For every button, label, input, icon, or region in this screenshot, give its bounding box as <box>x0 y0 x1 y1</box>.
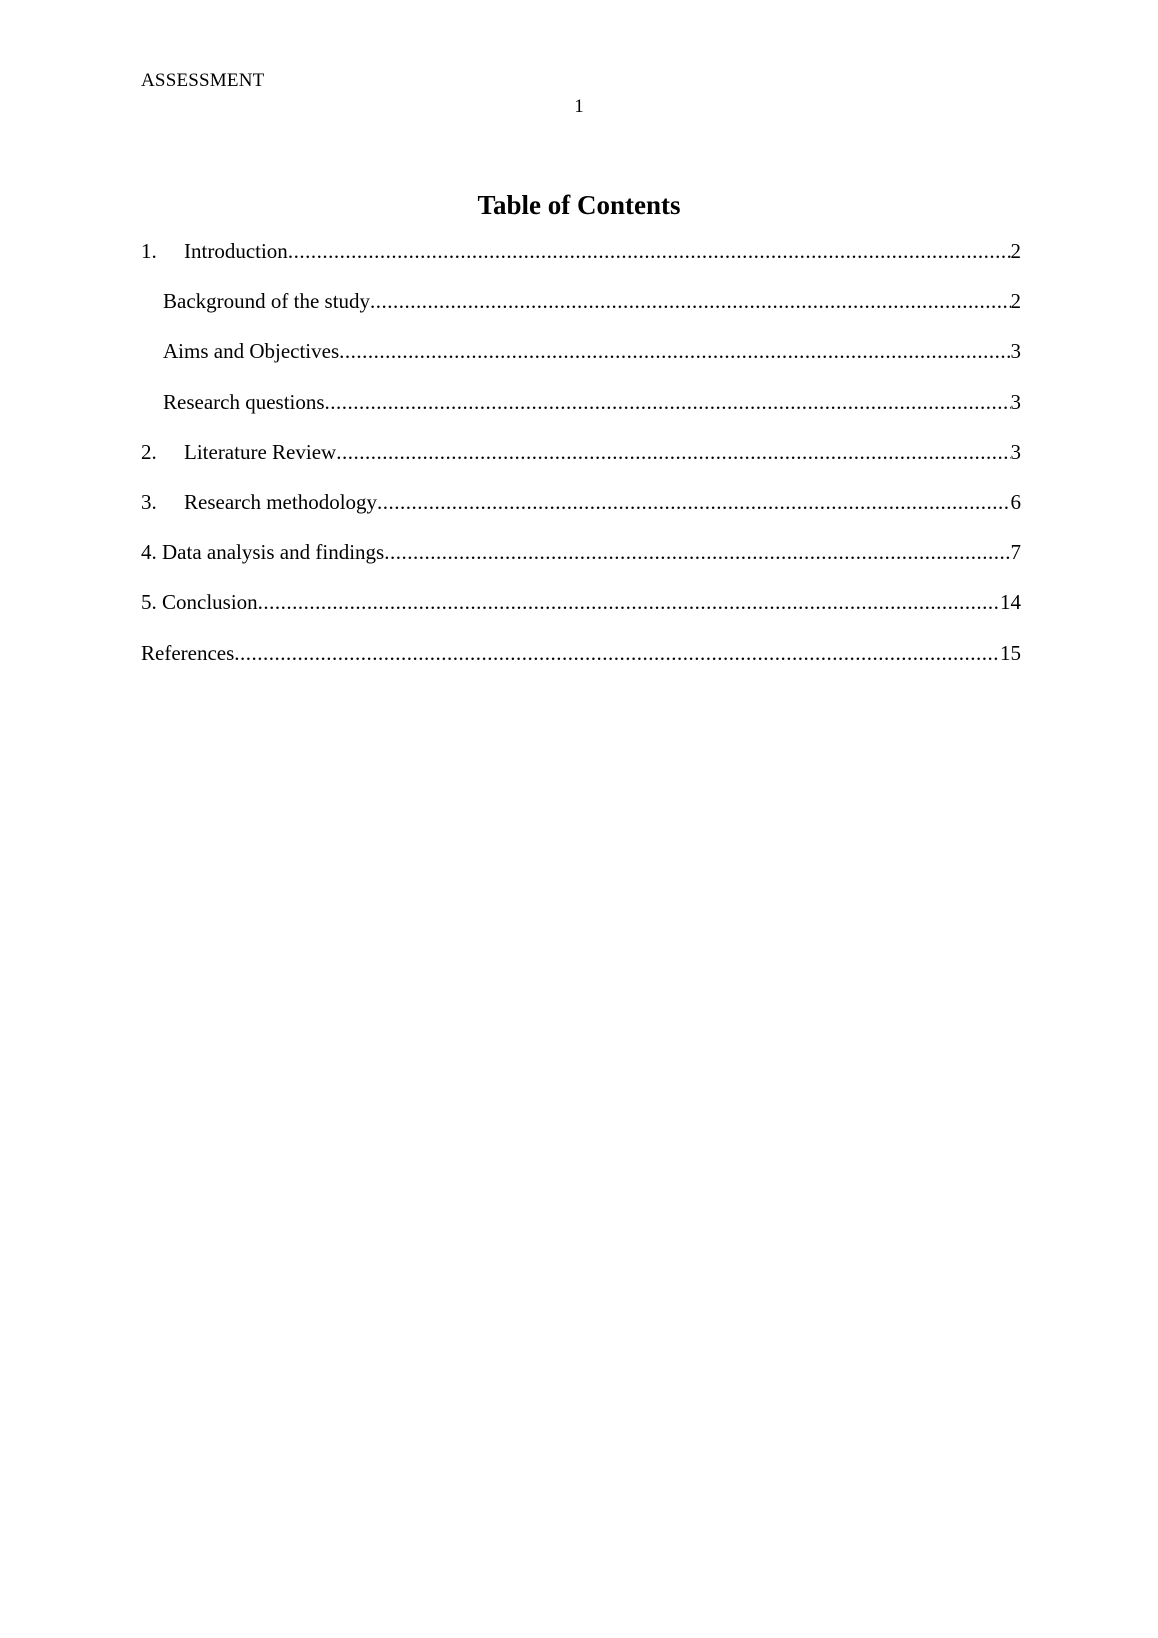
toc-entry-number: 2. <box>141 439 157 464</box>
toc-entry-page: 2 <box>1010 239 1021 263</box>
toc-entry-page: 3 <box>1010 339 1021 364</box>
toc-entry-label: 4. Data analysis and findings <box>141 540 385 565</box>
toc-title: Table of Contents <box>477 190 681 220</box>
toc-dot-leader <box>258 587 1000 617</box>
toc-dot-leader <box>339 336 1010 366</box>
toc-entry-label: Literature Review <box>184 439 337 464</box>
toc-entry-page: 3 <box>1010 439 1021 464</box>
running-head: ASSESSMENT <box>141 70 265 91</box>
toc-entry-label: Introduction <box>184 239 288 263</box>
toc-entry-page: 6 <box>1010 489 1021 514</box>
toc-entry-page: 15 <box>1000 640 1021 665</box>
toc-dot-leader <box>288 236 1011 266</box>
toc-entry-number: 1. <box>141 239 157 263</box>
toc-entry-number: 3. <box>141 489 157 514</box>
toc-entry-conclusion[interactable] <box>141 587 1021 637</box>
toc-dot-leader <box>384 537 1010 567</box>
toc-entry-page: 3 <box>1010 389 1021 414</box>
toc-dot-leader <box>325 387 1011 417</box>
toc-entry-data-analysis[interactable] <box>141 537 1021 587</box>
toc-dot-leader <box>377 487 1010 517</box>
toc-entry-label: Research questions <box>163 389 325 414</box>
toc-dot-leader <box>370 286 1010 316</box>
toc-entry-label: Background of the study <box>163 289 371 314</box>
toc-dot-leader <box>234 638 1000 668</box>
toc-dot-leader <box>336 437 1010 467</box>
toc-entry-research-questions[interactable] <box>141 387 1021 437</box>
toc-entry-literature-review[interactable] <box>141 437 1021 487</box>
toc-entry-aims[interactable] <box>141 336 1021 386</box>
table-of-contents <box>141 236 1021 688</box>
toc-entry-label: 5. Conclusion <box>141 590 258 615</box>
toc-entry-research-methodology[interactable] <box>141 487 1021 537</box>
toc-entry-references[interactable] <box>141 638 1021 688</box>
page-number: 1 <box>574 96 584 117</box>
toc-entry-page: 2 <box>1010 289 1021 314</box>
toc-entry-label: Aims and Objectives <box>163 339 340 364</box>
toc-entry-introduction[interactable] <box>141 236 1021 286</box>
toc-entry-background[interactable] <box>141 286 1021 336</box>
toc-entry-page: 7 <box>1010 540 1021 565</box>
toc-entry-label: References <box>141 640 235 665</box>
toc-entry-page: 14 <box>1000 590 1021 615</box>
toc-entry-label: Research methodology <box>184 489 378 514</box>
